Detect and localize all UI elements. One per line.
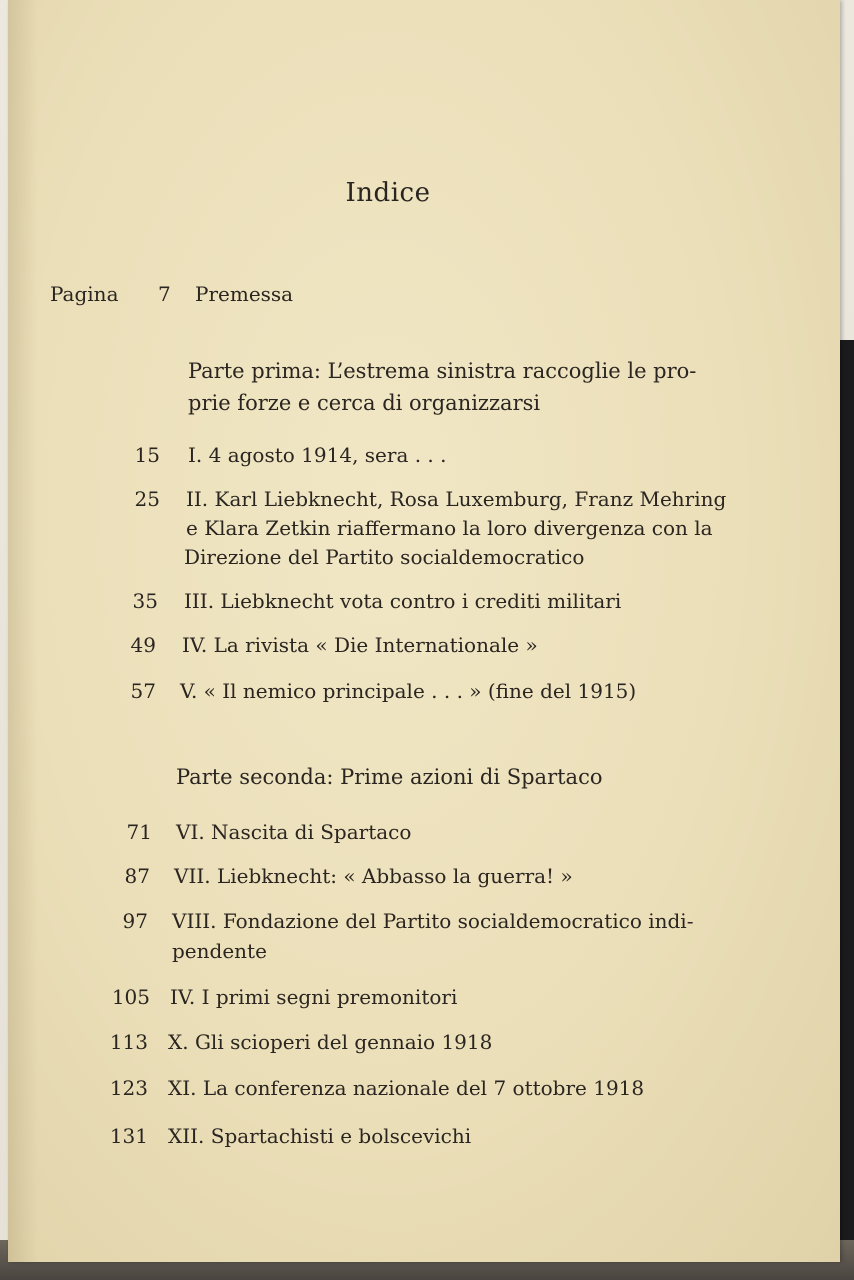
toc-chapter-title: VII. Liebknecht: « Abbasso la guerra! » [174, 864, 573, 888]
toc-entry [8, 631, 840, 661]
toc-chapter-title-continued: pendente [172, 939, 267, 963]
toc-entry [8, 1028, 840, 1058]
toc-page-number: 123 [109, 1076, 148, 1100]
toc-chapter-title-continued: e Klara Zetkin riaffermano la loro divergenza con la [186, 516, 713, 540]
toc-chapter-title: IV. I primi segni premonitori [170, 985, 458, 1009]
toc-page-number: 131 [109, 1124, 148, 1148]
toc-entry [8, 907, 840, 967]
toc-page-number: 35 [132, 589, 158, 613]
toc-chapter-title: IV. La rivista « Die Internationale » [182, 633, 538, 657]
toc-entry [8, 1074, 840, 1104]
toc-page-number: 97 [122, 909, 148, 933]
background-dark-edge [840, 340, 854, 1240]
toc-page-number: 57 [130, 679, 156, 703]
toc-page-number: 49 [130, 633, 156, 657]
toc-chapter-title: XII. Spartachisti e bolscevichi [168, 1124, 472, 1148]
toc-page-number: 113 [109, 1030, 148, 1054]
premessa-pagina-label: Pagina [50, 282, 119, 306]
toc-entry [8, 818, 840, 848]
toc-page-number: 87 [124, 864, 150, 888]
toc-chapter-title-continued: Direzione del Partito socialdemocratico [184, 545, 585, 569]
toc-chapter-title: VI. Nascita di Spartaco [176, 820, 412, 844]
toc-chapter-title: X. Gli scioperi del gennaio 1918 [168, 1030, 493, 1054]
toc-page-number: 105 [111, 985, 150, 1009]
toc-entry [8, 983, 840, 1013]
page-title: Indice [345, 178, 431, 208]
toc-chapter-title: III. Liebknecht vota contro i crediti militari [184, 589, 622, 613]
premessa-page-number: 7 [158, 282, 171, 306]
toc-entry [8, 485, 840, 575]
toc-entry [8, 1122, 840, 1152]
toc-entry [8, 441, 840, 471]
toc-page-number: 25 [134, 487, 160, 511]
toc-chapter-title: V. « Il nemico principale . . . » (fine del 1915) [180, 679, 637, 703]
premessa-title: Premessa [195, 282, 294, 306]
toc-page-number: 71 [126, 820, 152, 844]
toc-chapter-title: I. 4 agosto 1914, sera . . . [188, 443, 447, 467]
book-page [8, 0, 840, 1262]
toc-entry [8, 587, 840, 617]
toc-entry [8, 862, 840, 892]
part-two-title: Parte seconda: Prime azioni di Spartaco [176, 765, 603, 789]
part-one-title-line-2: prie forze e cerca di organizzarsi [188, 391, 541, 415]
toc-chapter-title: II. Karl Liebknecht, Rosa Luxemburg, Franz Mehring [186, 487, 727, 511]
toc-entry [8, 677, 840, 707]
toc-chapter-title: XI. La conferenza nazionale del 7 ottobre 1918 [168, 1076, 645, 1100]
toc-page-number: 15 [134, 443, 160, 467]
toc-chapter-title: VIII. Fondazione del Partito socialdemocratico indi- [172, 909, 694, 933]
part-one-title-line-1: Parte prima: L’estrema sinistra raccoglie le pro- [188, 359, 697, 383]
